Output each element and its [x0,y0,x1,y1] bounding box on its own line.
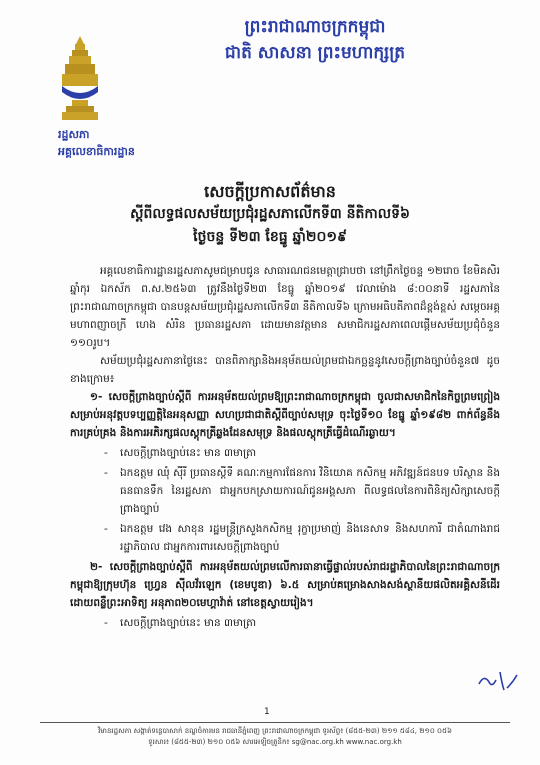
issuing-office [58,126,135,160]
org-department: អគ្គលេខាធិការដ្ឋាន [58,145,135,158]
law-item-title: សេចក្តីព្រាងច្បាប់ស្តីពី ការអនុម័តយល់ព្រមលើការធានាធ្វើផ្ទាល់របស់រាជរដ្ឋាភិបាលនៃព្រះរាជាណាចក្រកម្ពុជាឱ្យក្រុមហ៊ុន ហ្វ្រេន ស៊ីលវ័រឡេក (ខេមបូឌា) ៦.៥ សម្រាប់គម្រោងសាងសង់ស្ថានីយផលិតអគ្គិសនីដើរដោយពន្លឺព្រះអាទិត្យ អនុភាព២០មេហ្គាវ៉ាត់ នៅខេត្តស្វាយរៀង។ [70,561,500,609]
dash-bullet: - [104,617,108,629]
dash-bullet: - [104,523,108,535]
handwritten-initial-mark [476,668,520,694]
list-item-text: ឯកឧត្តម ឈុំ ស៊ីរី ប្រធានស្តីទី គណៈកម្មការផែនការ វិនិយោគ កសិកម្ម អភិវឌ្ឍន៍ជនបទ បរិស្ថាន និងធនធានទឹក នៃរដ្ឋសភា ជាអ្នកបកស្រាយការណ៍ជូនអង្គសភា ពីលទ្ធផលនៃការពិនិត្យសិក្សាសេចក្តីព្រាងច្បាប់ [120,467,500,515]
document-title-block [90,180,450,249]
document-subject: ស្តីពីលទ្ធផលសម័យប្រជុំរដ្ឋសភាលើកទី៣ នីតិកាលទី៦ [130,206,410,222]
law-item-number: ១- [90,391,103,403]
document-title: សេចក្តីប្រកាសព័ត៌មាន [204,182,336,201]
list-item-text: ឯកឧត្តម វេង សាខុន រដ្ឋមន្ត្រីក្រសួងកសិកម្ម រុក្ខាប្រមាញ់ និងនេសាទ និងសហការី ជាតំណាងរាជរដ្ឋាភិបាល ជាអ្នកការពារសេចក្តីព្រាងច្បាប់ [120,523,500,553]
list-item-text: សេចក្តីព្រាងច្បាប់នេះ មាន ៣មាត្រា [120,447,257,459]
list-item [70,520,500,556]
document-body [70,262,500,634]
intro-paragraph: អគ្គលេខាធិការដ្ឋានរដ្ឋសភាសូមជម្រាបជូន សាធារណជនមេត្តាជ្រាបថា នៅព្រឹកថ្ងៃចន្ទ ១២រោច ខែមិគសិរ ឆ្នាំកុរ ឯកស័ក ព.ស.២៥៦៣ ត្រូវនឹងថ្ងៃទី២៣ ខែធ្នូ ឆ្នាំ២០១៩ វេលាម៉ោង ៨:០០នាទី រដ្ឋសភានៃព្រះរាជាណាចក្រកម្ពុជា បានបន្តសម័យប្រជុំរដ្ឋសភាលើកទី៣ នីតិកាលទី៦ ក្រោមអធិបតីភាពដ៏ខ្ពង់ខ្ពស់ សម្តេចអគ្គមហាពញាចក្រី ហេង សំរិន ប្រធានរដ្ឋសភា ដោយមានវត្តមាន សមាជិករដ្ឋសភាពេលផ្តើមសម័យប្រជុំចំនួន ១១០រូប។ [70,265,500,349]
law-item-title: សេចក្តីព្រាងច្បាប់ស្តីពី ការអនុម័តយល់ព្រមឱ្យព្រះរាជាណាចក្រកម្ពុជា ចូលជាសមាជិកនៃកិច្ចព្រមព្រៀងសម្រាប់អនុវត្តបទប្បញ្ញត្តិនៃអនុសញ្ញា សហប្រជាជាតិស្តីពីច្បាប់សមុទ្រ ចុះថ្ងៃទី១០ ខែធ្នូ ឆ្នាំ១៩៨២ ពាក់ព័ន្ធនឹងការគ្រប់គ្រង និងការអភិរក្សផលស្តុកត្រីឆ្លងដែនសមុទ្រ និងផលស្តុកត្រីធ្វើដំណើរឆ្ងាយ។ [70,391,500,439]
summary-paragraph: សម័យប្រជុំរដ្ឋសភានាថ្ងៃនេះ បានពិភាក្សានិងអនុម័តយល់ព្រមជាឯកច្ឆន្ទនូវសេចក្តីព្រាងច្បាប់ចំនួន៧ ដូចខាងក្រោម៖ [70,355,500,385]
page-footer [40,722,510,748]
list-item [70,464,500,518]
list-item [70,614,500,632]
list-item [70,444,500,462]
law-item-2 [70,558,500,612]
law-item-number: ២- [90,561,103,573]
law-item-1 [70,388,500,442]
document-date: ថ្ងៃចន្ទ ទី២៣ ខែធ្នូ ឆ្នាំ២០១៩ [193,229,347,245]
kingdom-name: ព្រះរាជាណាចក្រកម្ពុជា [244,17,386,37]
national-motto: ជាតិ សាសនា ព្រះមហាក្សត្រ [224,43,406,63]
dash-bullet: - [104,467,108,479]
footer-contact: ទូរសារ៖ (៨៥៥-២៣) ២១០ ០៥៦ សារអេឡិចត្រូនិក៖ sg@nac.org.kh www.nac.org.kh [148,738,402,746]
parliament-emblem-icon [58,34,102,124]
list-item-text: សេចក្តីព្រាងច្បាប់នេះ មាន ៣មាត្រា [120,617,257,629]
org-name: រដ្ឋសភា [58,128,90,141]
page-number: 1 [264,707,270,717]
letterhead-national-title [150,14,480,66]
footer-address: វិមានរដ្ឋសភា សង្កាត់ទន្លេបាសាក់ ខណ្ឌចំការមន រាជធានីភ្នំពេញ ព្រះរាជាណាចក្រកម្ពុជា ទូរស័ព្ទ៖ (៨៥៥-២៣) ២១១ ៥៨៤, ២១០ ០៥៦ [98,727,452,735]
dash-bullet: - [104,447,108,459]
